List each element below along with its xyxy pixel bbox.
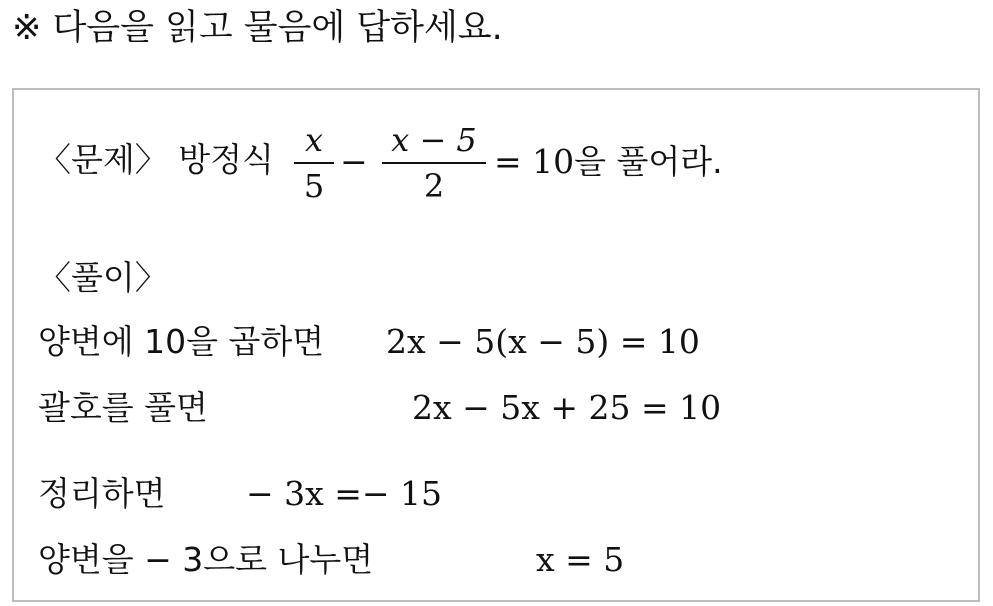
problem-label: 〈문제〉: [38, 140, 168, 179]
fraction2-bar: [382, 162, 486, 164]
problem-tail: [494, 142, 723, 182]
fraction2-numerator: x − 5: [391, 121, 477, 159]
step-1-text: 양변에 10을 곱하면: [38, 322, 325, 361]
step-4-expression: x = 5: [536, 540, 625, 579]
instruction-line: [12, 6, 503, 50]
step-2-text: 괄호를 풀면: [38, 388, 208, 427]
problem-prefix: 방정식: [178, 140, 274, 179]
solution-label: 〈풀이〉: [38, 258, 168, 297]
fraction1-denominator: 5: [303, 167, 325, 205]
problem-suffix: 을 풀어라.: [574, 142, 723, 181]
step-2-expression: 2x − 5x + 25 = 10: [412, 388, 722, 427]
fraction-x-over-5: [294, 122, 334, 204]
step-1-expression: 2x − 5(x − 5) = 10: [386, 322, 700, 361]
fraction1-numerator: x: [304, 121, 324, 159]
reference-mark: ※: [12, 8, 42, 48]
equals-ten: = 10: [494, 142, 575, 181]
problem-line: [38, 140, 274, 180]
step-3-expression: − 3x =− 15: [246, 474, 443, 513]
fraction-x-minus-5-over-2: [382, 122, 486, 204]
instruction-text: 다음을 읽고 물음에 답하세요.: [52, 8, 503, 48]
fraction1-bar: [294, 162, 334, 164]
fraction-minus: −: [340, 142, 368, 181]
problem-box: [12, 88, 980, 602]
step-4-text: 양변을 − 3으로 나누면: [38, 540, 374, 579]
fraction2-denominator: 2: [423, 167, 445, 205]
step-3-text: 정리하면: [38, 474, 166, 513]
